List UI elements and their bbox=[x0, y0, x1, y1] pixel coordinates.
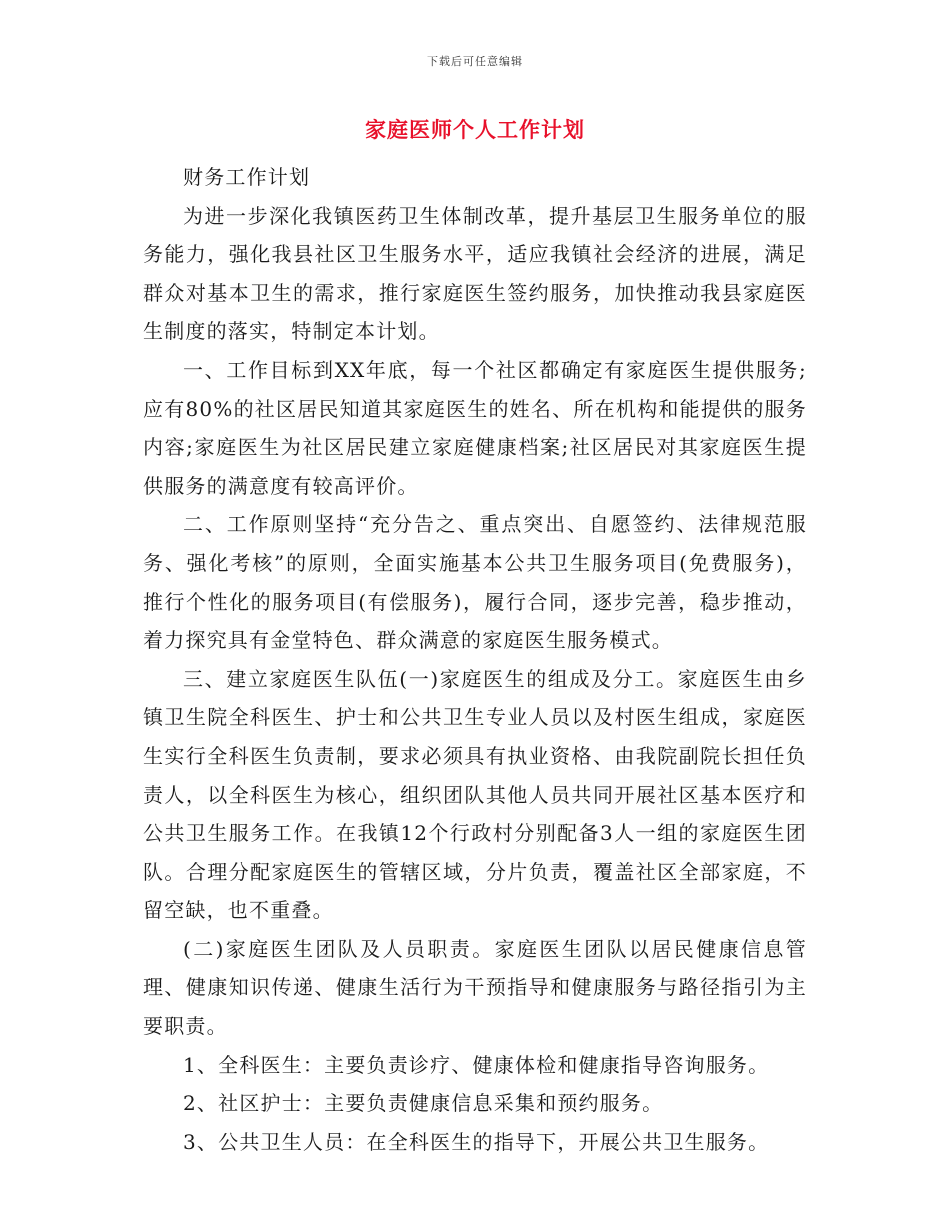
paragraph-team-setup: 三、建立家庭医生队伍(一)家庭医生的组成及分工。家庭医生由乡镇卫生院全科医生、护士和公共卫生专业人员以及村医生组成，家庭医生实行全科医生负责制，要求必须具有执业资格、由我院副院长担任负责人，以全科医生为核心，组织团队其他人员共同开展社区基本医疗和公共卫生服务工作。在我镇12个行政村分别配备3人一组的家庭医生团队。合理分配家庭医生的管辖区域，分片负责，覆盖社区全部家庭，不留空缺，也不重叠。 bbox=[143, 666, 807, 923]
paragraph-goals: 一、工作目标到XX年底，每一个社区都确定有家庭医生提供服务;应有80%的社区居民知道其家庭医生的姓名、所在机构和能提供的服务内容;家庭医生为社区居民建立家庭健康档案;社区居民对其家庭医生提供服务的满意度有较高评价。 bbox=[143, 357, 807, 498]
paragraph-duty-nurse: 2、社区护士：主要负责健康信息采集和预约服务。 bbox=[183, 1091, 664, 1116]
paragraph-principles: 二、工作原则坚持“充分告之、重点突出、自愿签约、法律规范服务、强化考核”的原则，全面实施基本公共卫生服务项目(免费服务)，推行个性化的服务项目(有偿服务)，履行合同，逐步完善，稳步推动，着力探究具有金堂特色、群众满意的家庭医生服务模式。 bbox=[143, 512, 807, 653]
paragraph-team-duties: (二)家庭医生团队及人员职责。家庭医生团队以居民健康信息管理、健康知识传递、健康生活行为干预指导和健康服务与路径指引为主要职责。 bbox=[143, 936, 807, 1039]
paragraph-duty-general-practitioner: 1、全科医生：主要负责诊疗、健康体检和健康指导咨询服务。 bbox=[183, 1052, 770, 1077]
paragraph-intro: 为进一步深化我镇医药卫生体制改革，提升基层卫生服务单位的服务能力，强化我县社区卫生服务水平，适应我镇社会经济的进展，满足群众对基本卫生的需求，推行家庭医生签约服务，加快推动我县家庭医生制度的落实，特制定本计划。 bbox=[143, 203, 807, 344]
document-body bbox=[143, 158, 807, 1161]
header-note: 下载后可任意编辑 bbox=[427, 55, 523, 68]
paragraph-subtitle: 财务工作计划 bbox=[183, 165, 311, 189]
document-title: 家庭医师个人工作计划 bbox=[365, 117, 585, 142]
paragraph-duty-public-health: 3、公共卫生人员：在全科医生的指导下，开展公共卫生服务。 bbox=[183, 1129, 770, 1154]
